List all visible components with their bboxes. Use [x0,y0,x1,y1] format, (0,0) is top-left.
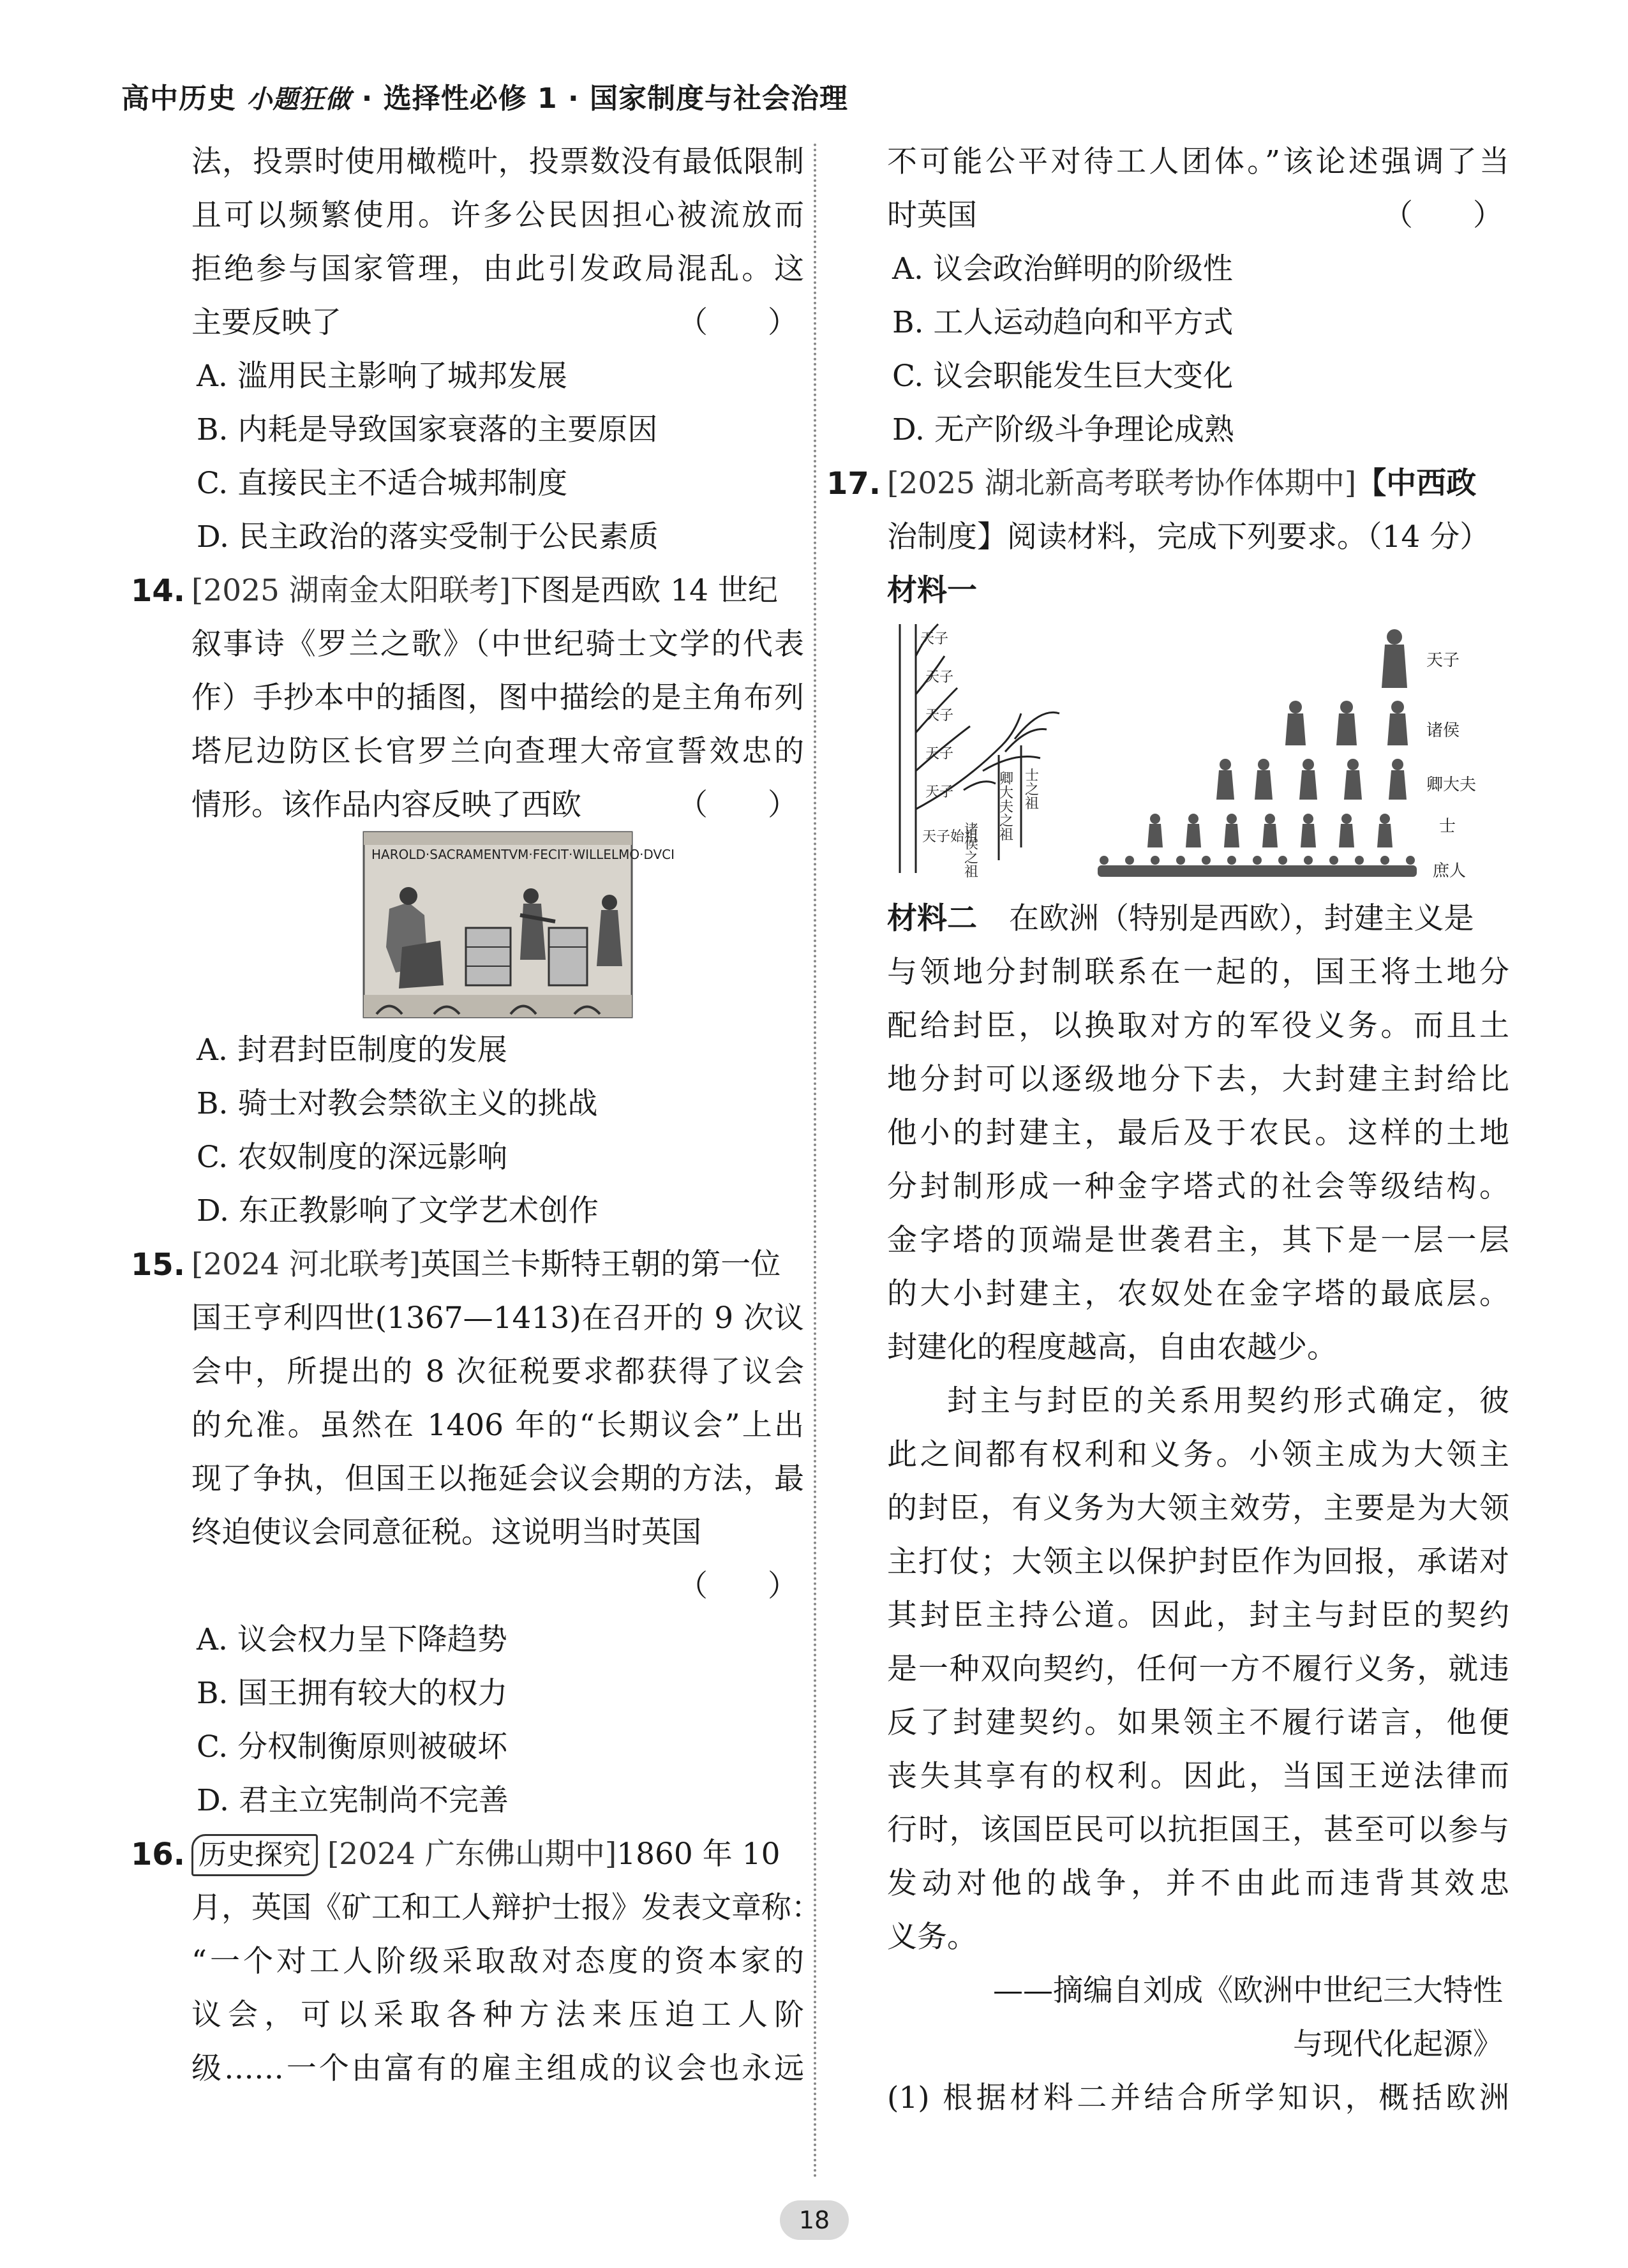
q16-cont-line [887,189,1509,242]
q16-line: “一个对工人阶级采取敌对态度的资本家的 [191,1944,804,1979]
pyramid-label: 庶人 [1433,862,1467,881]
paragraph-two-line: 发动对他的战争，并不由此而违背其效忠 [887,1866,1509,1901]
q16-option-b[interactable]: B. 工人运动趋向和平方式 [892,305,1234,340]
q14-first-line [131,564,804,618]
q15-option-d[interactable]: D. 君主立宪制尚不完善 [197,1783,509,1818]
q15-first-line [131,1238,804,1292]
q14-option-b[interactable]: B. 骑士对教会禁欲主义的挑战 [197,1086,598,1121]
material-two-first-line [887,892,1509,946]
q15-line: 国王亨利四世(1367—1413)在召开的 9 次议 [191,1301,804,1336]
paragraph-two-line: 此之间都有权利和义务。小领主成为大领主 [887,1437,1509,1472]
paragraph-two-line: 丧失其享有的权利。因此，当国王逆法律而 [887,1759,1509,1794]
paragraph-two-line: 反了封建契约。如果领主不履行诺言，他便 [887,1705,1509,1740]
q16-line: 议会，可以采取各种方法来压迫工人阶 [191,1997,804,2033]
q16-option-a[interactable]: A. 议会政治鲜明的阶级性 [892,251,1233,287]
q15-line: 的允准。虽然在 1406 年的“长期议会”上出 [191,1408,804,1443]
q17-first-line [826,457,1509,511]
q13-answer-paren[interactable]: （ ） [678,305,798,340]
column-separator [814,144,816,2179]
pyramid-label: 天子 [1426,651,1460,670]
tapestry-caption: HAROLD·SACRAMENTVM·FECIT·WILLELMO·DVCI [371,847,675,862]
material-two-line: 金字塔的顶端是世袭君主，其下是一层一层 [887,1223,1509,1258]
q15-option-c[interactable]: C. 分权制衡原则被破坏 [197,1729,508,1764]
paragraph-two-line: 主打仗；大领主以保护封臣作为回报，承诺对 [887,1544,1509,1579]
material-two-line: 配给封臣，以换取对方的军役义务。而且土 [887,1008,1509,1043]
q13-option-b[interactable]: B. 内耗是导致国家衰落的主要原因 [197,412,658,447]
q16-cont-line: 不可能公平对待工人团体。”该论述强调了当 [887,144,1509,179]
q17-number: 17. [826,466,881,502]
material-two-line: 的大小封建主，农奴处在金字塔的最底层。 [887,1276,1509,1311]
q17-source: [2025 湖北新高考联考协作体期中] [887,466,1357,501]
q14-line [191,779,804,832]
paragraph-two-line: 是一种双向契约，任何一方不履行义务，就违 [887,1652,1509,1687]
citation-line: 与现代化起源》 [1293,2027,1503,2062]
citation-line: ——摘编自刘成《欧洲中世纪三大特性 [993,1973,1503,2008]
q16-line: 级……一个由富有的雇主组成的议会也永远 [191,2051,804,2086]
q17-line: 治制度】阅读材料，完成下列要求。（14 分） [887,519,1490,555]
tree-label: 士之祖 [1022,768,1039,810]
q14-option-c[interactable]: C. 农奴制度的深远影响 [197,1140,508,1175]
sub-question-1: (1) 根据材料二并结合所学知识，概括欧洲 [887,2080,1509,2115]
q16-answer-paren[interactable]: （ ） [1383,198,1503,233]
q15-answer-paren[interactable]: （ ） [678,1569,798,1604]
pyramid-label: 诸侯 [1426,721,1460,740]
page-header [121,75,848,116]
q15-line: 现了争执，但国王以拖延会议会期的方法，最 [191,1461,804,1496]
q13-line: 拒绝参与国家管理，由此引发政局混乱。这 [191,251,804,287]
q14-figure [191,832,804,1024]
material-two-line: 封建化的程度越高，自由农越少。 [887,1330,1337,1365]
material-two-line: 他小的封建主，最后及于农民。这样的土地 [887,1115,1509,1151]
paragraph-two-line: 义务。 [887,1920,977,1955]
q14-answer-paren[interactable]: （ ） [678,787,798,823]
q13-line: 且可以频繁使用。许多公民因担心被流放而 [191,198,804,233]
q15-source: [2024 河北联考] [191,1247,421,1282]
q14-line: 作）手抄本中的插图，图中描绘的是主角布列 [191,680,804,715]
q15-line: 会中，所提出的 8 次征税要求都获得了议会 [191,1354,804,1389]
q16-number: 16. [131,1837,186,1872]
q15-line: 英国兰卡斯特王朝的第一位 [421,1247,781,1282]
q14-line: 叙事诗《罗兰之歌》（中世纪骑士文学的代表 [191,627,804,662]
header-subject: 高中历史 [121,82,236,115]
header-brand: 小题狂做 [246,85,352,114]
pyramid-label: 卿大夫 [1426,775,1477,795]
material-one-label: 材料一 [887,573,977,608]
tree-label: 卿大夫之祖 [997,771,1013,841]
q15-number: 15. [131,1247,186,1283]
tree-label: 天子始祖 [922,829,979,845]
q13-option-d[interactable]: D. 民主政治的落实受制于公民素质 [197,519,659,555]
tree-label: 天子 [925,708,954,724]
q16-option-c[interactable]: C. 议会职能发生巨大变化 [892,359,1234,394]
q14-option-d[interactable]: D. 东正教影响了文学艺术创作 [197,1193,599,1228]
tree-label: 天子 [920,631,949,647]
q13-option-c[interactable]: C. 直接民主不适合城邦制度 [197,466,568,501]
q14-option-a[interactable]: A. 封君封臣制度的发展 [197,1033,507,1068]
left-column [131,135,821,2096]
tree-label: 天子 [925,746,954,762]
q15-line: 终迫使议会同意征税。这说明当时英国 [191,1515,701,1550]
right-column [826,135,1509,2125]
q15-paren-line [191,1560,804,1613]
material-two-label: 材料二 [887,901,977,936]
tree-label: 诸侯之祖 [962,822,978,878]
tapestry-illustration [364,832,675,1017]
material-two-line: 在欧洲（特别是西欧），封建主义是 [1009,901,1474,936]
paragraph-two-line: 的封臣，有义务为大领主效劳，主要是为大领 [887,1491,1509,1526]
q15-option-b[interactable]: B. 国王拥有较大的权力 [197,1676,508,1711]
header-book-title: · 选择性必修 1 · 国家制度与社会治理 [361,82,848,115]
q14-line: 下图是西欧 14 世纪 [511,573,778,608]
q16-source: [2024 广东佛山期中] [327,1837,617,1872]
tree-label: 天子 [925,669,954,685]
q17-topic: 【中西政 [1356,466,1477,501]
q13-option-a[interactable]: A. 滥用民主影响了城邦发展 [197,359,567,394]
material-two-line: 地分封可以逐级地分下去，大封建主封给比 [887,1062,1509,1097]
history-explore-tag: 历史探究 [191,1834,318,1876]
q16-first-line [131,1828,804,1881]
q14-stem-end: 情形。该作品内容反映了西欧 [191,787,581,823]
q15-option-a[interactable]: A. 议会权力呈下降趋势 [197,1622,507,1657]
q16-line: 1860 年 10 [616,1837,780,1872]
paragraph-two-line: 其封臣主持公道。因此，封主与封臣的契约 [887,1598,1509,1633]
q13-line: 法，投票时使用橄榄叶，投票数没有最低限制 [191,144,804,179]
q16-stem-end: 时英国 [887,198,977,233]
q16-option-d[interactable]: D. 无产阶级斗争理论成熟 [892,412,1234,447]
material-one-figure [887,618,1509,892]
material-two-line: 与领地分封制联系在一起的，国王将土地分 [887,955,1509,990]
tree-label: 天子 [925,784,954,800]
zongfa-diagram [887,618,1509,886]
q14-source: [2025 湖南金太阳联考] [191,573,511,608]
page-number: 18 [780,2200,849,2240]
material-two-line: 分封制形成一种金字塔式的社会等级结构。 [887,1169,1509,1204]
q14-number: 14. [131,573,186,609]
paragraph-two-line: 封主与封臣的关系用契约形式确定，彼 [947,1384,1509,1419]
q13-line [191,296,804,350]
pyramid-label: 士 [1439,817,1456,836]
paragraph-two-line: 行时，该国臣民可以抗拒国王，甚至可以参与 [887,1812,1509,1847]
q14-line: 塔尼边防区长官罗兰向查理大帝宣誓效忠的 [191,734,804,769]
q13-stem-end: 主要反映了 [191,305,341,340]
q16-line: 月，英国《矿工和工人辩护士报》发表文章称： [191,1890,821,1925]
